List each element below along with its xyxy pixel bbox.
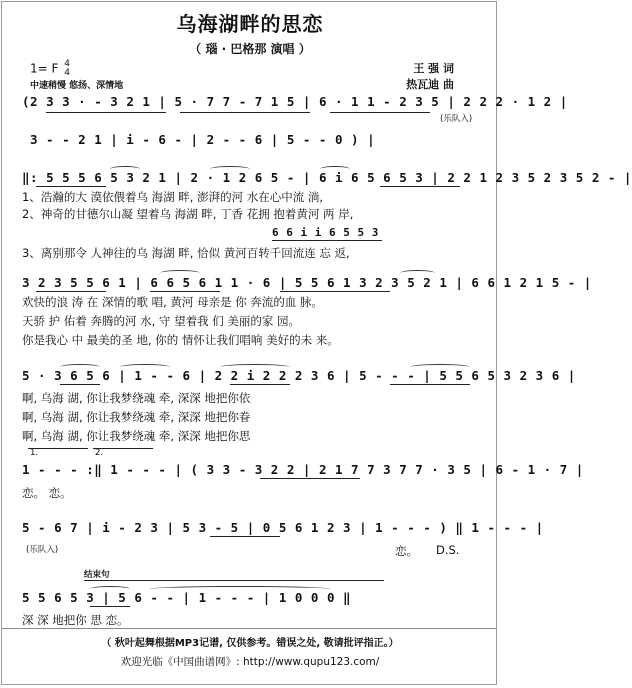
underline-beam [46, 112, 166, 113]
chorus-lyric-1: 啊, 乌海 湖, 你让我梦绕魂 牵, 深深 地把你依 [22, 391, 251, 405]
lyricist-credit: 王 强 词 [413, 62, 454, 75]
slur-mark [60, 364, 100, 370]
coda-bracket [84, 580, 384, 581]
slur-mark [120, 364, 170, 370]
underline-beam [90, 606, 130, 607]
underline-beam [36, 186, 106, 187]
slur-mark [400, 270, 435, 276]
verse-melody-line-1: ‖: 5 5 5 6 5 3 2 1 | 2 · 1 2 6 5 - | 6 i 6 5 6 5 3 | 2 2 1 2 3 5 2 3 5 2 - | [22, 170, 632, 185]
slur-mark [410, 364, 470, 370]
underline-beam [180, 112, 310, 113]
page-title: 乌海湖畔的思恋 [176, 12, 324, 36]
intro-melody-line-1: (2 3 3 · - 3 2 1 | 5 · 7 7 - 7 1 5 | 6 · 1 1 - 2 3 5 | 2 2 2 · 1 2 | [22, 94, 568, 109]
slur-mark [210, 166, 250, 172]
footer-note: （ 秋叶起舞根据MP3记谱, 仅供参考。错误之处, 敬请批评指正。） [101, 638, 399, 649]
intro-band-note: (乐队入) [440, 114, 473, 124]
footer-welcome: 欢迎光临《中国曲谱网》: http://www.qupu123.com/ [120, 656, 380, 668]
underline-beam [280, 291, 390, 292]
verse-lyric-4: 欢快的浪 涛 在 深情的歌 唱, 黄河 母亲是 你 奔流的血 脉。 [22, 295, 324, 309]
tempo-marking: 中速稍慢 悠扬、深情地 [30, 81, 124, 91]
dal-segno-mark: D.S. [436, 543, 460, 557]
slur-mark [220, 364, 290, 370]
volta-1-mark: 1. [30, 448, 39, 458]
verse-melody-variant: 6 6 i i 6 5 5 3 [272, 226, 379, 239]
underline-beam [272, 240, 382, 241]
volta-bracket [93, 448, 153, 449]
underline-beam [36, 291, 106, 292]
time-numerator: 4 [64, 59, 70, 69]
underline-beam [390, 384, 470, 385]
volta-bracket [28, 448, 88, 449]
verse-lyric-1: 1、浩瀚的大 漠依偎着乌 海湖 畔, 澎湃的河 水在心中流 淌, [22, 190, 324, 204]
ending-lyric: 恋。 恋。 [22, 486, 72, 500]
coda-label: 结束句 [84, 570, 110, 580]
underline-beam [260, 478, 360, 479]
volta-2-mark: 2. [95, 448, 104, 458]
verse-lyric-5: 天骄 护 佑着 奔腾的河 水, 守 望着我 们 美丽的家 园。 [22, 314, 301, 328]
slur-mark [320, 166, 350, 172]
slur-mark [150, 586, 330, 592]
key-signature [30, 60, 70, 78]
chorus-melody: 5 · 3 6 5 6 | 1 - - 6 | 2 2 i 2 2 2 3 6 | 5 - - - | 5 5 6 5 3 2 3 6 | [22, 368, 576, 383]
time-denominator: 4 [64, 68, 70, 78]
verse-lyric-6: 你是我心 中 最美的圣 地, 你的 情怀让我们唱响 美好的未 来。 [22, 333, 339, 347]
verse-melody-line-2: 3 2 3 5 5 6 1 | 6 6 5 6 1 1 · 6 | 5 5 6 1 3 2 3 5 2 1 | 6 6 1 2 1 5 - | [22, 275, 592, 290]
composer-credit: 热瓦迪 曲 [406, 78, 454, 91]
time-signature [64, 60, 70, 78]
slur-mark [110, 166, 140, 172]
verse-lyric-3: 3、离别那令 人神往的乌 海湖 畔, 恰似 黄河百转千回流连 忘 返, [22, 246, 350, 260]
coda-lyric: 深 深 地把你 思 恋。 [22, 613, 129, 627]
slur-mark [90, 586, 130, 592]
verse-lyric-2: 2、神奇的甘德尔山凝 望着乌 海湖 畔, 丁香 花拥 抱着黄河 两 岸, [22, 207, 354, 221]
intro-melody-line-2: 3 - - 2 1 | i - 6 - | 2 - - 6 | 5 - - 0 ) | [30, 132, 376, 147]
chorus-lyric-2: 啊, 乌海 湖, 你让我梦绕魂 牵, 深深 地把你眷 [22, 410, 251, 424]
interlude-lyric: 恋。 [395, 544, 418, 558]
underline-beam [210, 536, 280, 537]
interlude-band-note: (乐队入) [26, 545, 59, 555]
chorus-lyric-3: 啊, 乌海 湖, 你让我梦绕魂 牵, 深深 地把你思 [22, 429, 251, 443]
performer-subtitle: （ 瑙 · 巴格那 演唱 ） [189, 42, 311, 56]
ending-melody: 1 - - - :‖ 1 - - - | ( 3 3 - 3 2 2 | 2 1 7 7 3 7 7 · 3 5 | 6 - 1 · 7 | [22, 462, 584, 477]
underline-beam [150, 291, 220, 292]
underline-beam [380, 186, 460, 187]
slur-mark [160, 270, 200, 276]
coda-melody: 5 5 6 5 3 | 5 6 - - | 1 - - - | 1 0 0 0 ‖ [22, 590, 352, 605]
underline-beam [230, 384, 290, 385]
underline-beam [60, 384, 100, 385]
key-label: 1= F [30, 61, 59, 76]
footer-divider [2, 628, 496, 629]
underline-beam [330, 112, 430, 113]
interlude-melody: 5 - 6 7 | i - 2 3 | 5 3 - 5 | 0 5 6 1 2 3 | 1 - - - ) ‖ 1 - - - | [22, 520, 544, 535]
